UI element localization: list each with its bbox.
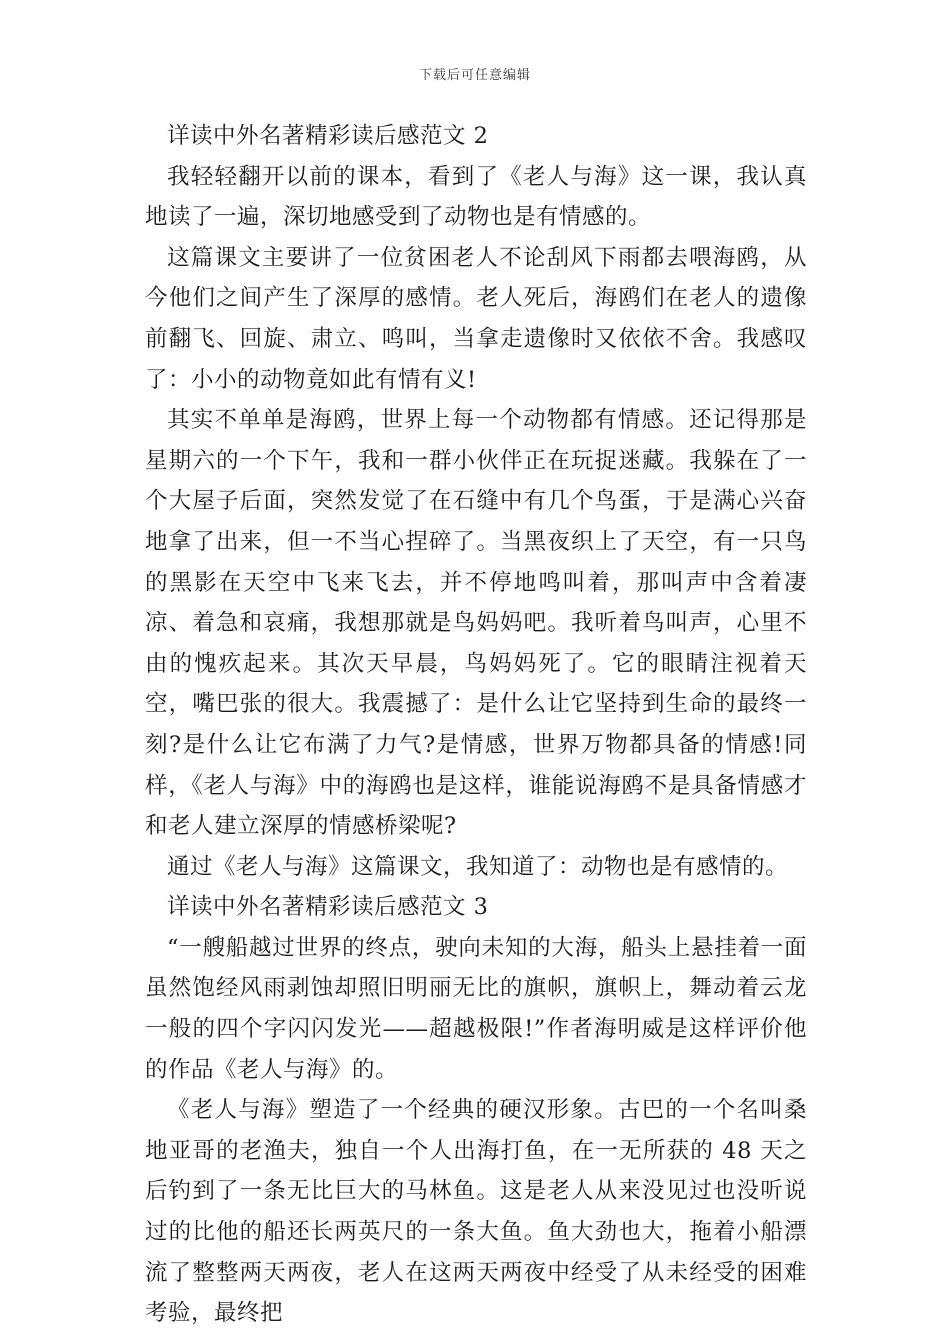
header-note: 下载后可任意编辑 <box>418 68 531 83</box>
document-body <box>145 116 807 1334</box>
paragraph: 这篇课文主要讲了一位贫困老人不论刮风下雨都去喂海鸥，从今他们之间产生了深厚的感情。老人死后，海鸥们在老人的遗像前翻飞、回旋、肃立、鸣叫，当拿走遗像时又依依不舍。我感叹了：小小的动物竟如此有情有义! <box>145 244 807 393</box>
paragraph: 我轻轻翻开以前的课本，看到了《老人与海》这一课，我认真地读了一遍，深切地感受到了动物也是有情感的。 <box>145 163 807 231</box>
paragraph: 《老人与海》塑造了一个经典的硬汉形象。古巴的一个名叫桑地亚哥的老渔夫，独自一个人出海打鱼，在一无所获的 48 天之后钓到了一条无比巨大的马林鱼。这是老人从来没见过也没听说过的比他的船还长两英尺的一条大鱼。鱼大劲也大，拖着小船漂流了整整两天两夜，老人在这两天两夜中经受了从未经受的困难考验，最终把 <box>145 1097 807 1327</box>
paragraph: 通过《老人与海》这篇课文，我知道了：动物也是有感情的。 <box>167 853 789 880</box>
paragraph: 其实不单单是海鸥，世界上每一个动物都有情感。还记得那是星期六的一个下午，我和一群小伙伴正在玩捉迷藏。我躲在了一个大屋子后面，突然发觉了在石缝中有几个鸟蛋，于是满心兴奋地拿了出来，但一不当心捏碎了。当黑夜织上了天空，有一只鸟的黑影在天空中飞来飞去，并不停地鸣叫着，那叫声中含着凄凉、着急和哀痛，我想那就是鸟妈妈吧。我听着鸟叫声，心里不由的愧疚起来。其次天早晨，鸟妈妈死了。它的眼睛注视着天空，嘴巴张的很大。我震撼了：是什么让它坚持到生命的最终一刻?是什么让它布满了力气?是情感，世界万物都具备的情感!同样，《老人与海》中的海鸥也是这样，谁能说海鸥不是具备情感才和老人建立深厚的情感桥梁呢? <box>145 407 807 840</box>
paragraph: “一艘船越过世界的终点，驶向未知的大海，船头上悬挂着一面虽然饱经风雨剥蚀却照旧明丽无比的旗帜，旗帜上，舞动着云龙一般的四个字闪闪发光——超越极限!”作者海明威是这样评价他的作品《老人与海》的。 <box>145 934 807 1083</box>
section-heading-2: 详读中外名著精彩读后感范文 2 <box>167 123 489 149</box>
section-heading-3: 详读中外名著精彩读后感范文 3 <box>167 894 489 921</box>
